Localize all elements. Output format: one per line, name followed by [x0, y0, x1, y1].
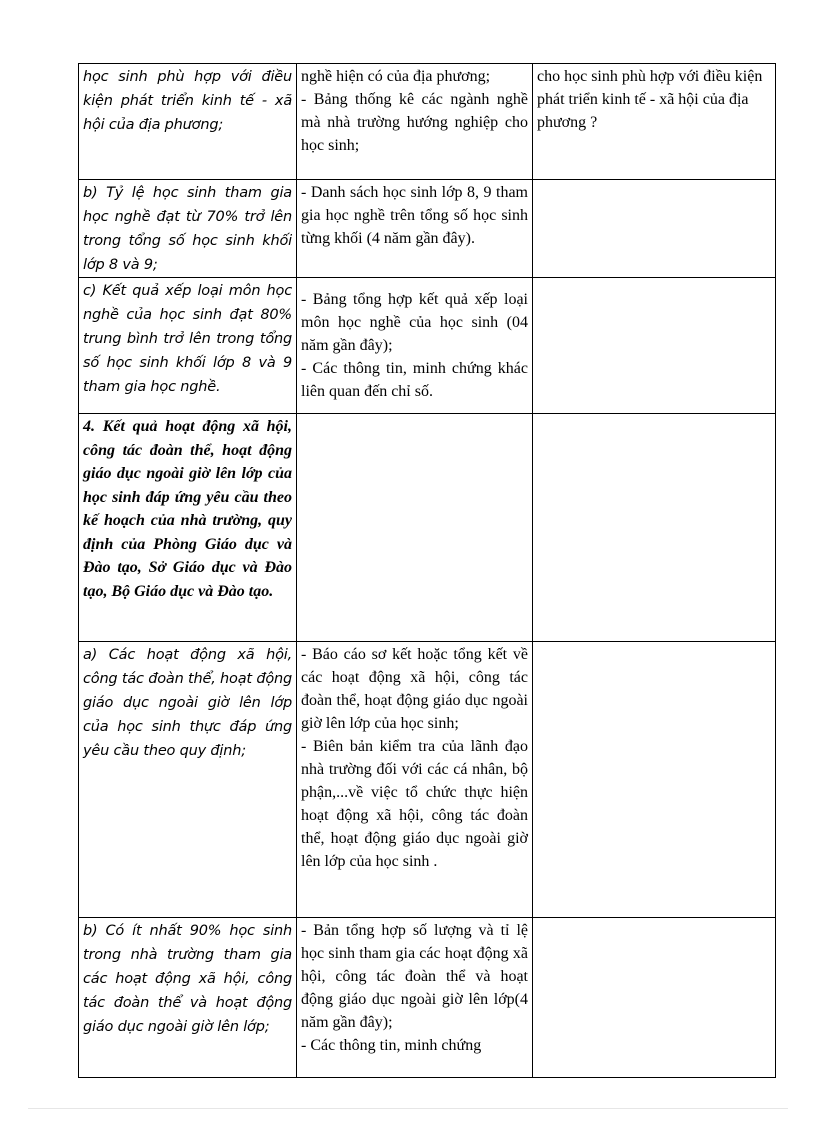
table-row [79, 180, 776, 278]
evidence-cell [297, 64, 533, 180]
evidence-line: - Bản tổng hợp số lượng và tỉ lệ học sinh tham gia các hoạt động xã hội, công tác đoàn thể và hoạt động giáo dục ngoài giờ lên lớp(4 năm gần đây); [301, 922, 528, 1031]
question-cell [533, 918, 776, 1078]
question-cell [533, 180, 776, 278]
table-row [79, 642, 776, 918]
evidence-line: - Bảng thống kê các ngành nghề mà nhà trường hướng nghiệp cho học sinh; [301, 91, 528, 154]
standard-heading-cell: 4. Kết quả hoạt động xã hội, công tác đoàn thể, hoạt động giáo dục ngoài giờ lên lớp của học sinh đáp ứng yêu cầu theo kế hoạch của nhà trường, quy định của Phòng Giáo dục và Đào tạo, Sở Giáo dục và Đào tạo, Bộ Giáo dục và Đào tạo. [79, 414, 297, 642]
criterion-cell: c) Kết quả xếp loại môn học nghề của học sinh đạt 80% trung bình trở lên trong tổng số học sinh khối lớp 8 và 9 tham gia học nghề. [79, 278, 297, 414]
criterion-cell: a) Các hoạt động xã hội, công tác đoàn thể, hoạt động giáo dục ngoài giờ lên lớp của học sinh thực đáp ứng yêu cầu theo quy định; [79, 642, 297, 918]
page-divider [28, 1108, 788, 1109]
question-cell [533, 642, 776, 918]
criterion-cell: học sinh phù hợp với điều kiện phát triển kinh tế - xã hội của địa phương; [79, 64, 297, 180]
table-row [79, 918, 776, 1078]
evidence-cell [297, 642, 533, 918]
criterion-cell: b) Tỷ lệ học sinh tham gia học nghề đạt từ 70% trở lên trong tổng số học sinh khối lớp 8 và 9; [79, 180, 297, 278]
table-row [79, 64, 776, 180]
table-row [79, 414, 776, 642]
evidence-cell [297, 414, 533, 642]
table-row [79, 278, 776, 414]
evidence-cell [297, 180, 533, 278]
evidence-line: - Các thông tin, minh chứng [301, 1037, 482, 1054]
evidence-line: - Các thông tin, minh chứng khác liên quan đến chỉ số. [301, 360, 528, 400]
question-cell [533, 278, 776, 414]
evidence-cell [297, 278, 533, 414]
evidence-line: - Danh sách học sinh lớp 8, 9 tham gia học nghề trên tổng số học sinh từng khối (4 năm gần đây). [301, 184, 528, 247]
evidence-line: - Biên bản kiểm tra của lãnh đạo nhà trường đối với các cá nhân, bộ phận,...về việc tổ chức thực hiện hoạt động xã hội, công tác đoàn thể, hoạt động giáo dục ngoài giờ lên lớp của học sinh . [301, 738, 528, 870]
evidence-line: - Báo cáo sơ kết hoặc tổng kết về các hoạt động xã hội, công tác đoàn thể, hoạt động giáo dục ngoài giờ lên lớp của học sinh; [301, 646, 528, 732]
evidence-line: - Bảng tổng hợp kết quả xếp loại môn học nghề của học sinh (04 năm gần đây); [301, 291, 528, 354]
question-cell: cho học sinh phù hợp với điều kiện phát triển kinh tế - xã hội của địa phương ? [533, 64, 776, 180]
evidence-cell [297, 918, 533, 1078]
evidence-line: nghề hiện có của địa phương; [301, 68, 491, 85]
question-cell [533, 414, 776, 642]
criterion-cell: b) Có ít nhất 90% học sinh trong nhà trường tham gia các hoạt động xã hội, công tác đoàn thể và hoạt động giáo dục ngoài giờ lên lớp; [79, 918, 297, 1078]
evidence-table [78, 63, 776, 1078]
